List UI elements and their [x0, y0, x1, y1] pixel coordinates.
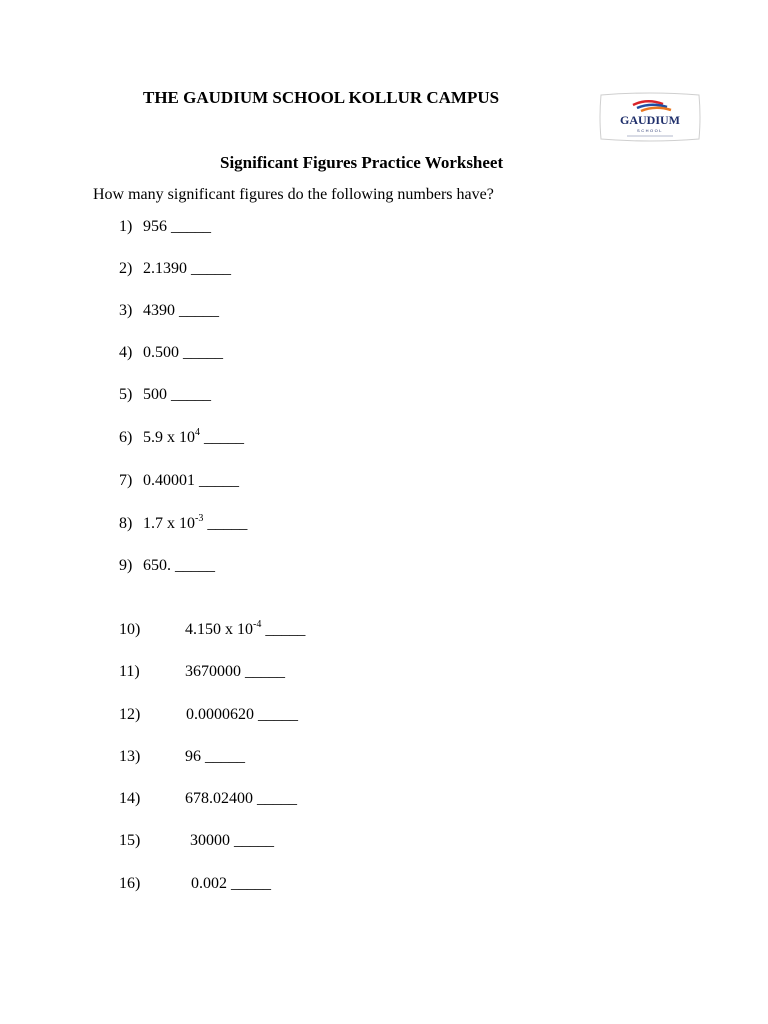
question-item	[119, 344, 223, 362]
question-value: 4.150 x $10^{-4}$ _____	[185, 619, 306, 638]
question-value: 3670000 _____	[185, 663, 285, 680]
question-value: 96 _____	[185, 748, 245, 765]
answer-blank[interactable]: _____	[183, 344, 223, 361]
question-item	[119, 302, 219, 320]
question-value: 0.40001 _____	[143, 472, 239, 489]
question-number: 1)	[119, 218, 133, 235]
logo-text: GAUDIUM	[620, 113, 680, 127]
question-number: 15)	[119, 832, 141, 849]
question-item	[119, 472, 239, 490]
question-value: 0.002 _____	[191, 875, 271, 892]
answer-blank[interactable]: _____	[204, 429, 244, 446]
question-value: 4390 _____	[143, 302, 219, 319]
question-number: 13)	[119, 748, 141, 765]
answer-blank[interactable]: _____	[171, 218, 211, 235]
answer-blank[interactable]: _____	[258, 706, 298, 723]
answer-blank[interactable]: _____	[257, 790, 297, 807]
question-item	[119, 748, 245, 766]
answer-blank[interactable]: _____	[171, 386, 211, 403]
question-number: 5)	[119, 386, 133, 403]
question-item	[119, 619, 306, 639]
answer-blank[interactable]: _____	[205, 748, 245, 765]
answer-blank[interactable]: _____	[179, 302, 219, 319]
question-number: 8)	[119, 515, 133, 532]
answer-blank[interactable]: _____	[207, 515, 248, 532]
question-number: 9)	[119, 557, 133, 574]
question-item	[119, 706, 298, 724]
question-value: 5.9 x $10^4$ _____	[143, 427, 244, 446]
exponent: -3	[195, 513, 204, 524]
question-value: 1.7 x $10^{-3}$ _____	[143, 513, 248, 532]
question-number: 3)	[119, 302, 133, 319]
exponent: 4	[195, 427, 200, 438]
question-value: 2.1390 _____	[143, 260, 231, 277]
question-number: 7)	[119, 472, 133, 489]
question-number: 4)	[119, 344, 133, 361]
question-item	[119, 790, 297, 808]
question-number: 14)	[119, 790, 141, 807]
answer-blank[interactable]: _____	[191, 260, 231, 277]
question-item	[119, 386, 211, 404]
answer-blank[interactable]: _____	[234, 832, 274, 849]
school-logo	[597, 92, 703, 142]
question-item	[119, 557, 215, 575]
question-number: 12)	[119, 706, 141, 723]
answer-blank[interactable]: _____	[199, 472, 239, 489]
worksheet-title: Significant Figures Practice Worksheet	[220, 153, 504, 172]
answer-blank[interactable]: _____	[245, 663, 285, 680]
exponent: -4	[253, 619, 262, 630]
question-number: 16)	[119, 875, 141, 892]
question-item	[119, 875, 271, 893]
question-item	[119, 218, 211, 236]
question-number: 2)	[119, 260, 133, 277]
question-item	[119, 663, 285, 681]
question-item	[119, 260, 231, 278]
instruction-text: How many significant figures do the following numbers have?	[93, 186, 494, 203]
question-value: 0.0000620 _____	[186, 706, 298, 723]
answer-blank[interactable]: _____	[231, 875, 271, 892]
question-item	[119, 832, 274, 850]
logo-subtext: SCHOOL	[637, 128, 663, 133]
question-item	[119, 427, 244, 447]
question-value: 956 _____	[143, 218, 211, 235]
question-value: 30000 _____	[190, 832, 274, 849]
question-number: 10)	[119, 621, 141, 638]
question-value: 678.02400 _____	[185, 790, 297, 807]
question-number: 6)	[119, 429, 133, 446]
question-value: 650. _____	[143, 557, 215, 574]
question-value: 500 _____	[143, 386, 211, 403]
question-number: 11)	[119, 663, 140, 680]
question-item	[119, 513, 248, 533]
answer-blank[interactable]: _____	[265, 621, 306, 638]
school-name: THE GAUDIUM SCHOOL KOLLUR CAMPUS	[143, 88, 500, 107]
question-value: 0.500 _____	[143, 344, 223, 361]
answer-blank[interactable]: _____	[175, 557, 215, 574]
